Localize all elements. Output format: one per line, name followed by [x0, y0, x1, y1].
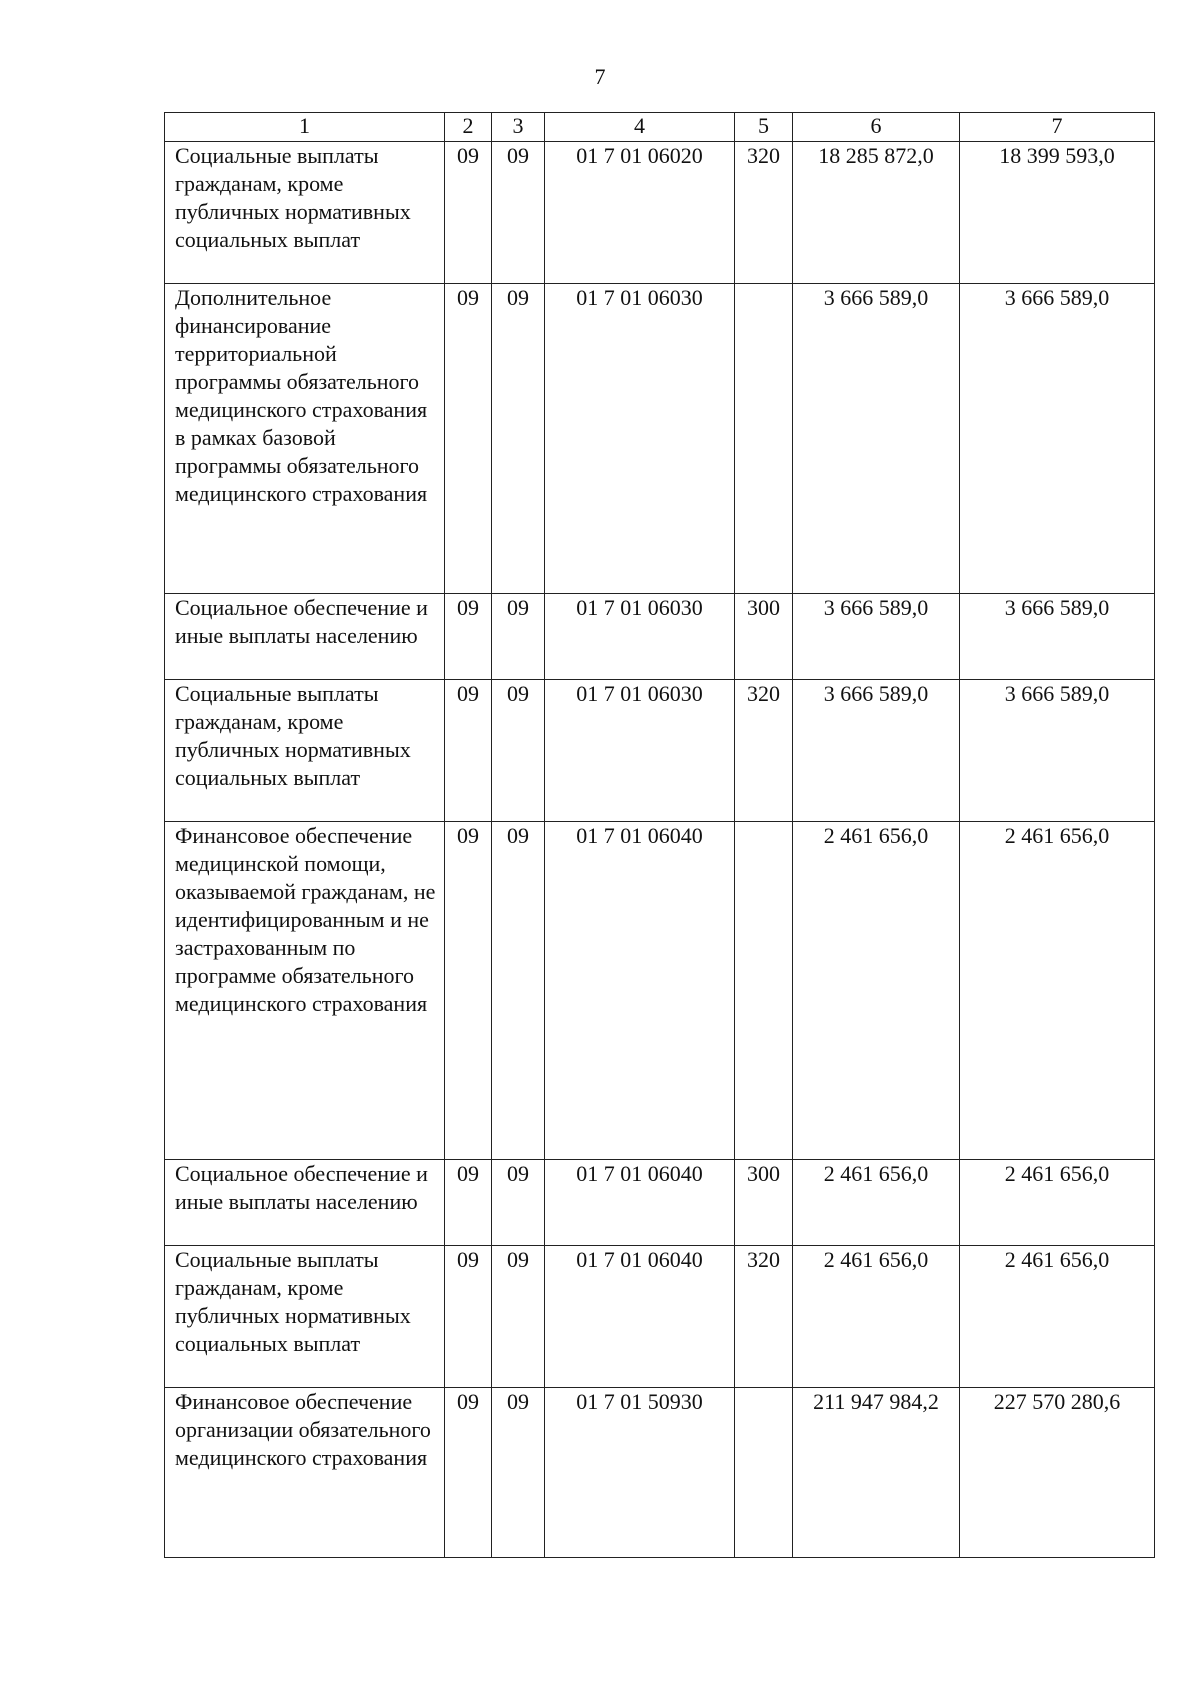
amount-col6-cell: 2 461 656,0 — [793, 822, 960, 1160]
column-header: 1 — [165, 113, 445, 142]
column-header: 3 — [492, 113, 545, 142]
expense-name-cell: Финансовое обеспечение медицинской помощи, оказываемой гражданам, не идентифицированным и не застрахованным по программе обязательного медицинского страхования — [165, 822, 445, 1160]
expense-type-cell: 320 — [735, 142, 793, 284]
subsection-code-cell: 09 — [492, 594, 545, 680]
column-header: 7 — [960, 113, 1155, 142]
column-header: 5 — [735, 113, 793, 142]
table-row — [165, 1388, 1155, 1558]
table-row — [165, 1246, 1155, 1388]
section-code-cell: 09 — [445, 284, 492, 594]
page-number: 7 — [594, 64, 606, 89]
section-code-cell: 09 — [445, 1160, 492, 1246]
amount-col6-cell: 2 461 656,0 — [793, 1160, 960, 1246]
section-code-cell: 09 — [445, 594, 492, 680]
table-row — [165, 142, 1155, 284]
section-code-cell: 09 — [445, 680, 492, 822]
table-row — [165, 284, 1155, 594]
expense-type-cell — [735, 822, 793, 1160]
amount-col7-cell: 2 461 656,0 — [960, 1246, 1155, 1388]
expense-type-cell: 320 — [735, 1246, 793, 1388]
target-article-cell: 01 7 01 50930 — [545, 1388, 735, 1558]
section-code-cell: 09 — [445, 822, 492, 1160]
target-article-cell: 01 7 01 06030 — [545, 284, 735, 594]
expense-type-cell — [735, 1388, 793, 1558]
table-row — [165, 1160, 1155, 1246]
table-header-row — [165, 113, 1155, 142]
expense-name-cell: Социальные выплаты гражданам, кроме публичных нормативных социальных выплат — [165, 1246, 445, 1388]
target-article-cell: 01 7 01 06040 — [545, 822, 735, 1160]
amount-col7-cell: 18 399 593,0 — [960, 142, 1155, 284]
subsection-code-cell: 09 — [492, 1388, 545, 1558]
expense-name-cell: Дополнительное финансирование территориальной программы обязательного медицинского страхования в рамках базовой программы обязательного медицинского страхования — [165, 284, 445, 594]
expense-type-cell: 320 — [735, 680, 793, 822]
table-row — [165, 594, 1155, 680]
expense-name-cell: Социальное обеспечение и иные выплаты населению — [165, 594, 445, 680]
amount-col6-cell: 3 666 589,0 — [793, 594, 960, 680]
subsection-code-cell: 09 — [492, 822, 545, 1160]
amount-col6-cell: 18 285 872,0 — [793, 142, 960, 284]
amount-col7-cell: 227 570 280,6 — [960, 1388, 1155, 1558]
target-article-cell: 01 7 01 06040 — [545, 1160, 735, 1246]
column-header: 2 — [445, 113, 492, 142]
expense-name-cell: Социальное обеспечение и иные выплаты населению — [165, 1160, 445, 1246]
target-article-cell: 01 7 01 06040 — [545, 1246, 735, 1388]
subsection-code-cell: 09 — [492, 142, 545, 284]
amount-col7-cell: 3 666 589,0 — [960, 680, 1155, 822]
table-row — [165, 680, 1155, 822]
target-article-cell: 01 7 01 06020 — [545, 142, 735, 284]
section-code-cell: 09 — [445, 1246, 492, 1388]
column-header: 6 — [793, 113, 960, 142]
target-article-cell: 01 7 01 06030 — [545, 594, 735, 680]
subsection-code-cell: 09 — [492, 680, 545, 822]
amount-col6-cell: 211 947 984,2 — [793, 1388, 960, 1558]
table-row — [165, 822, 1155, 1160]
section-code-cell: 09 — [445, 142, 492, 284]
expense-type-cell: 300 — [735, 1160, 793, 1246]
expense-name-cell: Социальные выплаты гражданам, кроме публичных нормативных социальных выплат — [165, 680, 445, 822]
subsection-code-cell: 09 — [492, 1246, 545, 1388]
amount-col7-cell: 2 461 656,0 — [960, 822, 1155, 1160]
amount-col6-cell: 3 666 589,0 — [793, 680, 960, 822]
subsection-code-cell: 09 — [492, 284, 545, 594]
amount-col6-cell: 2 461 656,0 — [793, 1246, 960, 1388]
amount-col7-cell: 3 666 589,0 — [960, 284, 1155, 594]
expense-name-cell: Социальные выплаты гражданам, кроме публичных нормативных социальных выплат — [165, 142, 445, 284]
subsection-code-cell: 09 — [492, 1160, 545, 1246]
amount-col7-cell: 2 461 656,0 — [960, 1160, 1155, 1246]
column-header: 4 — [545, 113, 735, 142]
expense-name-cell: Финансовое обеспечение организации обязательного медицинского страхования — [165, 1388, 445, 1558]
amount-col7-cell: 3 666 589,0 — [960, 594, 1155, 680]
expense-type-cell — [735, 284, 793, 594]
section-code-cell: 09 — [445, 1388, 492, 1558]
budget-table — [164, 112, 1155, 1558]
expense-type-cell: 300 — [735, 594, 793, 680]
amount-col6-cell: 3 666 589,0 — [793, 284, 960, 594]
target-article-cell: 01 7 01 06030 — [545, 680, 735, 822]
